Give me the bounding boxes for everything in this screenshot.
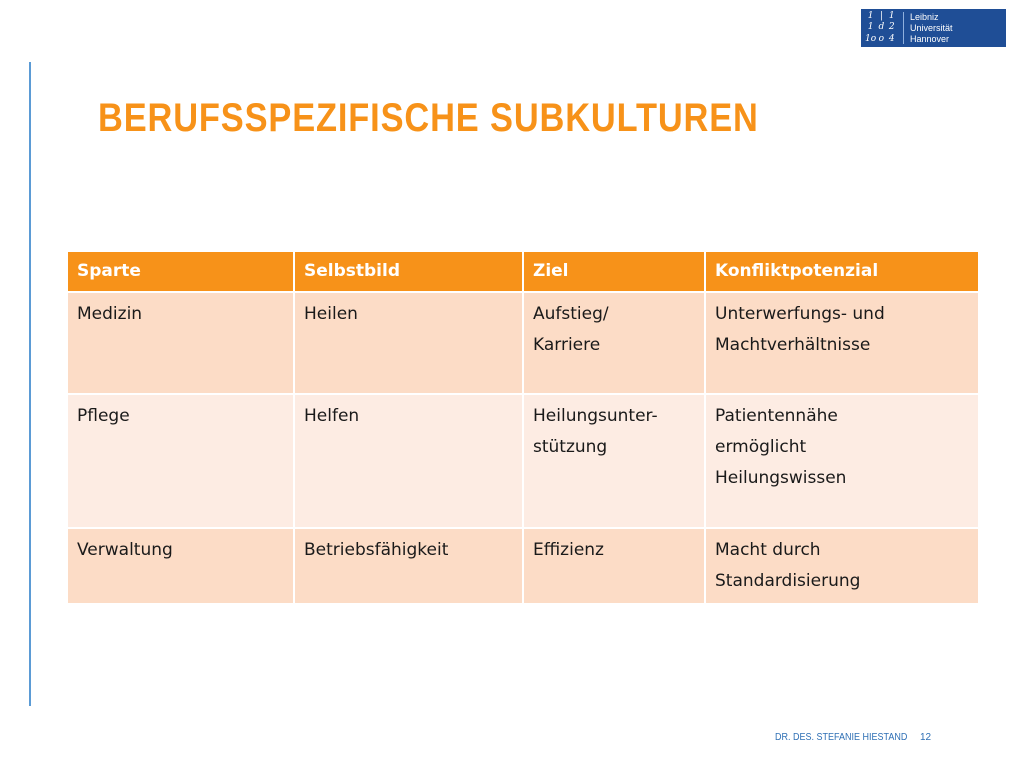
university-logo [861,9,1006,47]
logo-line-2: Universität [910,22,953,33]
logo-mark-icon: 1 | 1 1 d 2 1o o 4 [865,11,895,44]
table-cell: Pflege [67,394,294,528]
header-selbstbild: Selbstbild [294,251,523,292]
left-accent-rule [29,62,31,706]
footer-author: DR. DES. STEFANIE HIESTAND [775,732,908,743]
table-cell: Verwaltung [67,528,294,604]
table-header-row [67,251,979,292]
logo-divider [903,12,904,44]
table-cell: Helfen [294,394,523,528]
table-cell: Unterwerfungs- und Machtverhältnisse [705,292,979,394]
logo-text [910,9,953,47]
table-cell: Heilungsunter- stützung [523,394,705,528]
header-konfliktpotenzial: Konfliktpotenzial [705,251,979,292]
table-cell: Medizin [67,292,294,394]
table-row [67,528,979,604]
header-sparte: Sparte [67,251,294,292]
table-cell: Macht durch Standardisierung [705,528,979,604]
subcultures-table [66,250,980,605]
table-cell: Aufstieg/ Karriere [523,292,705,394]
table-cell: Effizienz [523,528,705,604]
header-ziel: Ziel [523,251,705,292]
table-cell: Heilen [294,292,523,394]
slide-title: BERUFSSPEZIFISCHE SUBKULTUREN [98,96,759,140]
logo-line-1: Leibniz [910,11,939,22]
page-number: 12 [920,732,932,743]
table-row [67,394,979,528]
table-cell: Betriebsfähigkeit [294,528,523,604]
table-cell: Patientennähe ermöglicht Heilungswissen [705,394,979,528]
table-row [67,292,979,394]
logo-line-3: Hannover [910,33,950,44]
